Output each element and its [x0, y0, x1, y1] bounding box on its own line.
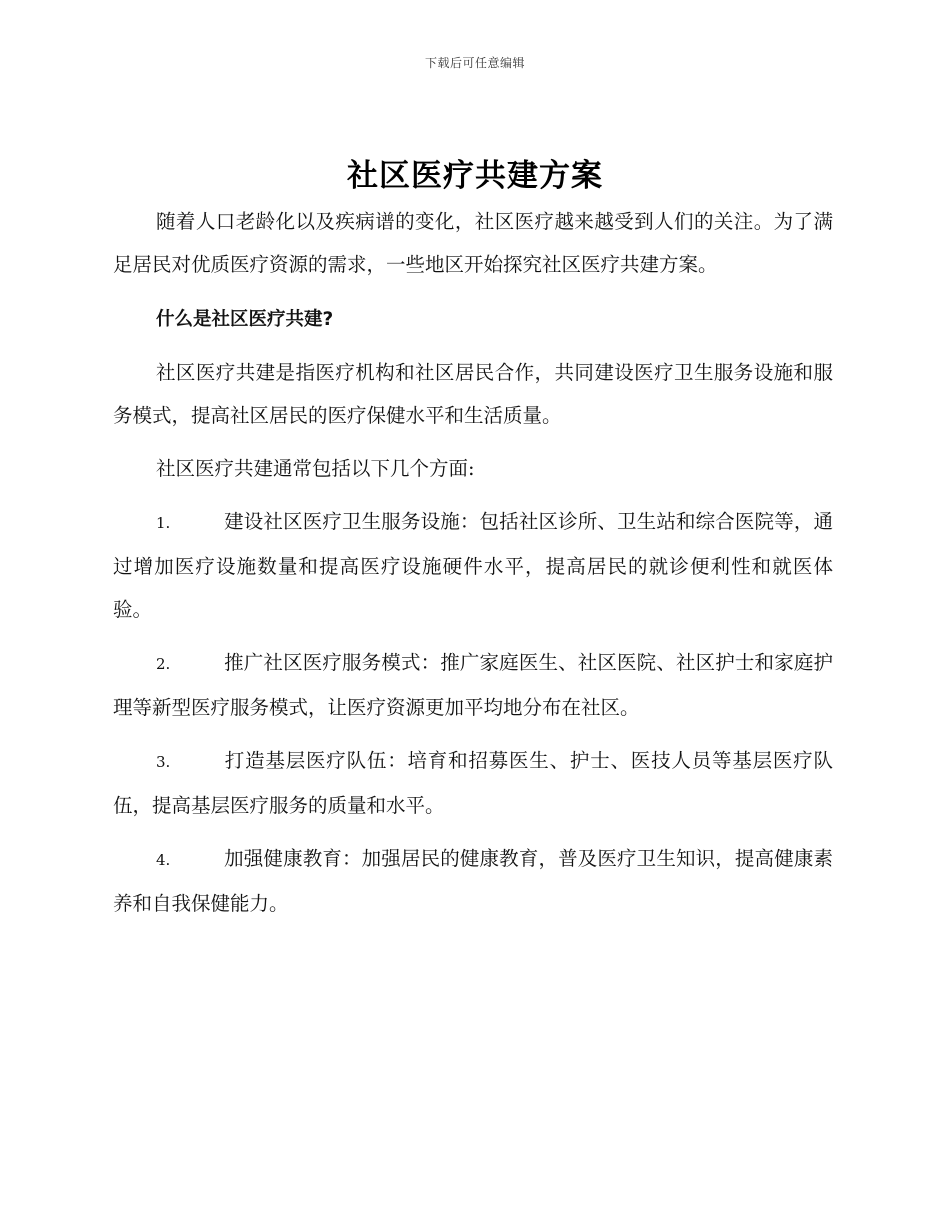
list-item-text: 加强健康教育：加强居民的健康教育，普及医疗卫生知识，提高健康素养和自我保健能力。: [113, 847, 833, 915]
list-item-number: 3.: [156, 753, 171, 771]
list-item-text: 推广社区医疗服务模式：推广家庭医生、社区医院、社区护士和家庭护理等新型医疗服务模式，让医疗资源更加平均地分布在社区。: [113, 651, 833, 719]
list-item: [113, 641, 833, 729]
aspects-intro-paragraph: 社区医疗共建通常包括以下几个方面:: [156, 457, 475, 480]
list-item-number: 4.: [156, 851, 171, 869]
header-note: 下载后可任意编辑: [424, 56, 525, 70]
list-item-text: 打造基层医疗队伍：培育和招募医生、护士、医技人员等基层医疗队伍，提高基层医疗服务的质量和水平。: [113, 749, 833, 817]
intro-paragraph: 随着人口老龄化以及疾病谱的变化，社区医疗越来越受到人们的关注。为了满足居民对优质医疗资源的需求，一些地区开始探究社区医疗共建方案。: [113, 210, 833, 276]
definition-paragraph: 社区医疗共建是指医疗机构和社区居民合作，共同建设医疗卫生服务设施和服务模式，提高社区居民的医疗保健水平和生活质量。: [113, 361, 833, 427]
list-item: [113, 837, 833, 925]
document-body: [113, 200, 833, 935]
section-heading: 什么是社区医疗共建?: [156, 309, 334, 330]
list-item: [113, 739, 833, 827]
list-item: [113, 500, 833, 631]
page-title: 社区医疗共建方案: [347, 158, 603, 194]
list-item-number: 1.: [156, 514, 171, 532]
list-item-number: 2.: [156, 655, 171, 673]
list-item-text: 建设社区医疗卫生服务设施：包括社区诊所、卫生站和综合医院等，通过增加医疗设施数量和提高医疗设施硬件水平，提高居民的就诊便利性和就医体验。: [113, 510, 833, 621]
